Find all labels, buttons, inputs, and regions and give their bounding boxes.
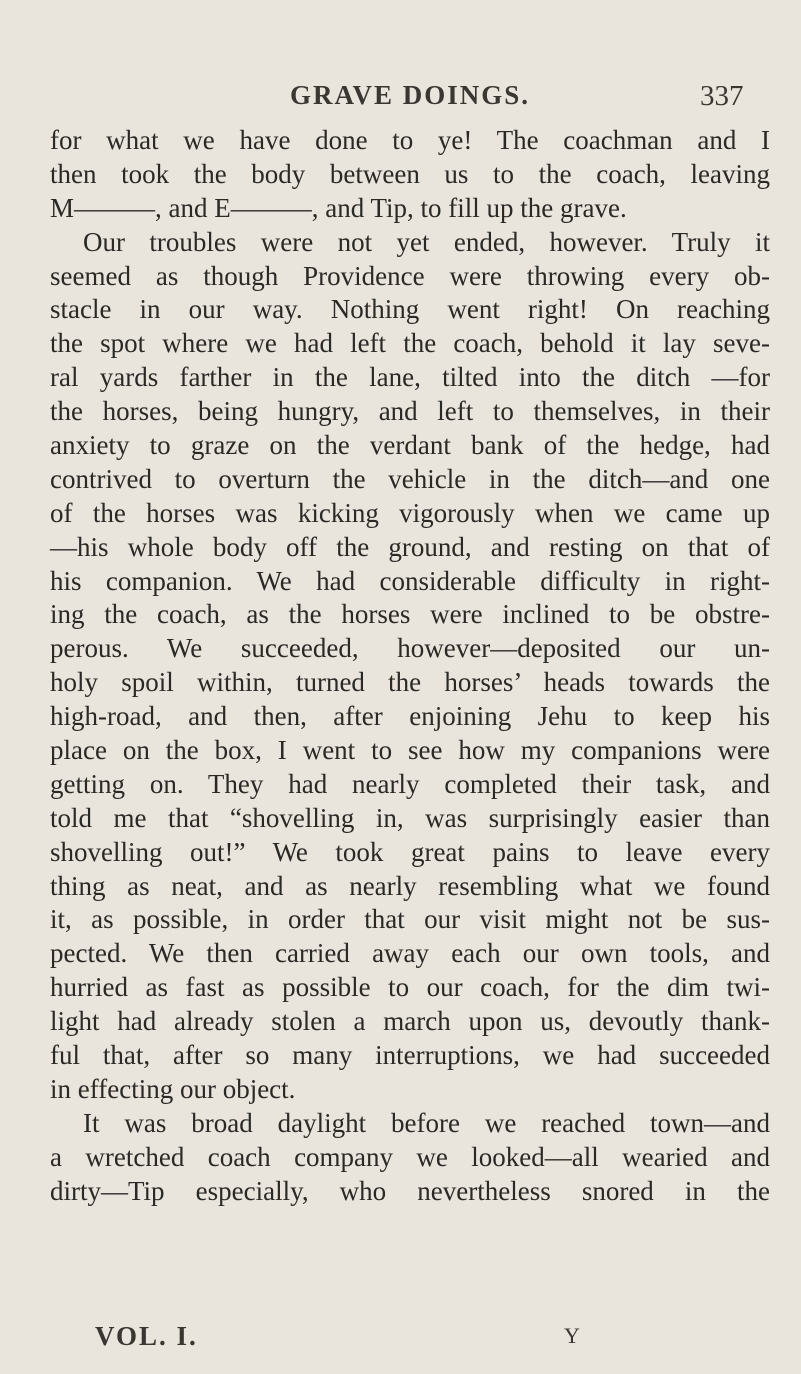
text-line: getting on. They had nearly completed their task, and xyxy=(50,768,770,799)
text-line: anxiety to graze on the verdant bank of the hedge, had xyxy=(50,430,770,461)
text-line: light had already stolen a march upon us, devoutly thank- xyxy=(50,1006,770,1037)
text-line: hurried as fast as possible to our coach, for the dim twi- xyxy=(50,972,770,1003)
text-line: stacle in our way. Nothing went right! On reaching xyxy=(50,294,770,325)
text-line: perous. We succeeded, however—deposited our un- xyxy=(50,633,770,664)
text-line: the spot where we had left the coach, behold it lay seve- xyxy=(50,328,770,359)
text-line: high-road, and then, after enjoining Jehu to keep his xyxy=(50,701,770,732)
text-line: It was broad daylight before we reached town—and xyxy=(83,1107,770,1138)
text-line: in effecting our object. xyxy=(50,1073,296,1104)
text-line: —his whole body off the ground, and resting on that of xyxy=(50,531,770,562)
signature-letter: Y xyxy=(564,1323,580,1348)
text-line: pected. We then carried away each our own tools, and xyxy=(50,938,770,969)
text-line: ing the coach, as the horses were inclined to be obstre- xyxy=(50,599,770,630)
text-line: Our troubles were not yet ended, however. Truly it xyxy=(83,226,770,257)
text-line: of the horses was kicking vigorously when we came up xyxy=(50,497,770,528)
page-footer xyxy=(0,1321,801,1355)
body-text xyxy=(50,124,770,1209)
text-line: thing as neat, and as nearly resembling what we found xyxy=(50,870,770,901)
text-line: shovelling out!” We took great pains to leave every xyxy=(50,836,770,867)
text-line: seemed as though Providence were throwing every ob- xyxy=(50,260,770,291)
text-line: ral yards farther in the lane, tilted into the ditch —for xyxy=(50,362,770,393)
volume-signature: VOL. I. xyxy=(95,1321,198,1351)
text-line: dirty—Tip especially, who nevertheless snored in the xyxy=(50,1175,770,1206)
text-line: then took the body between us to the coach, leaving xyxy=(50,158,770,189)
text-line: M———, and E———, and Tip, to fill up the grave. xyxy=(50,192,627,223)
running-title: GRAVE DOINGS. xyxy=(290,80,531,110)
text-line: ful that, after so many interruptions, we had succeeded xyxy=(50,1040,770,1071)
text-line: place on the box, I went to see how my companions were xyxy=(50,735,770,766)
text-line: it, as possible, in order that our visit might not be sus- xyxy=(50,904,770,935)
text-line: holy spoil within, turned the horses’ heads towards the xyxy=(50,667,770,698)
page-number: 337 xyxy=(700,80,744,112)
text-line: a wretched coach company we looked—all wearied and xyxy=(50,1141,770,1172)
text-line: contrived to overturn the vehicle in the ditch—and one xyxy=(50,463,770,494)
text-line: told me that “shovelling in, was surprisingly easier than xyxy=(50,802,770,833)
text-line: for what we have done to ye! The coachman and I xyxy=(50,125,770,155)
page-header xyxy=(0,80,801,116)
text-line: his companion. We had considerable difficulty in right- xyxy=(50,565,770,596)
text-line: the horses, being hungry, and left to themselves, in their xyxy=(50,396,770,427)
